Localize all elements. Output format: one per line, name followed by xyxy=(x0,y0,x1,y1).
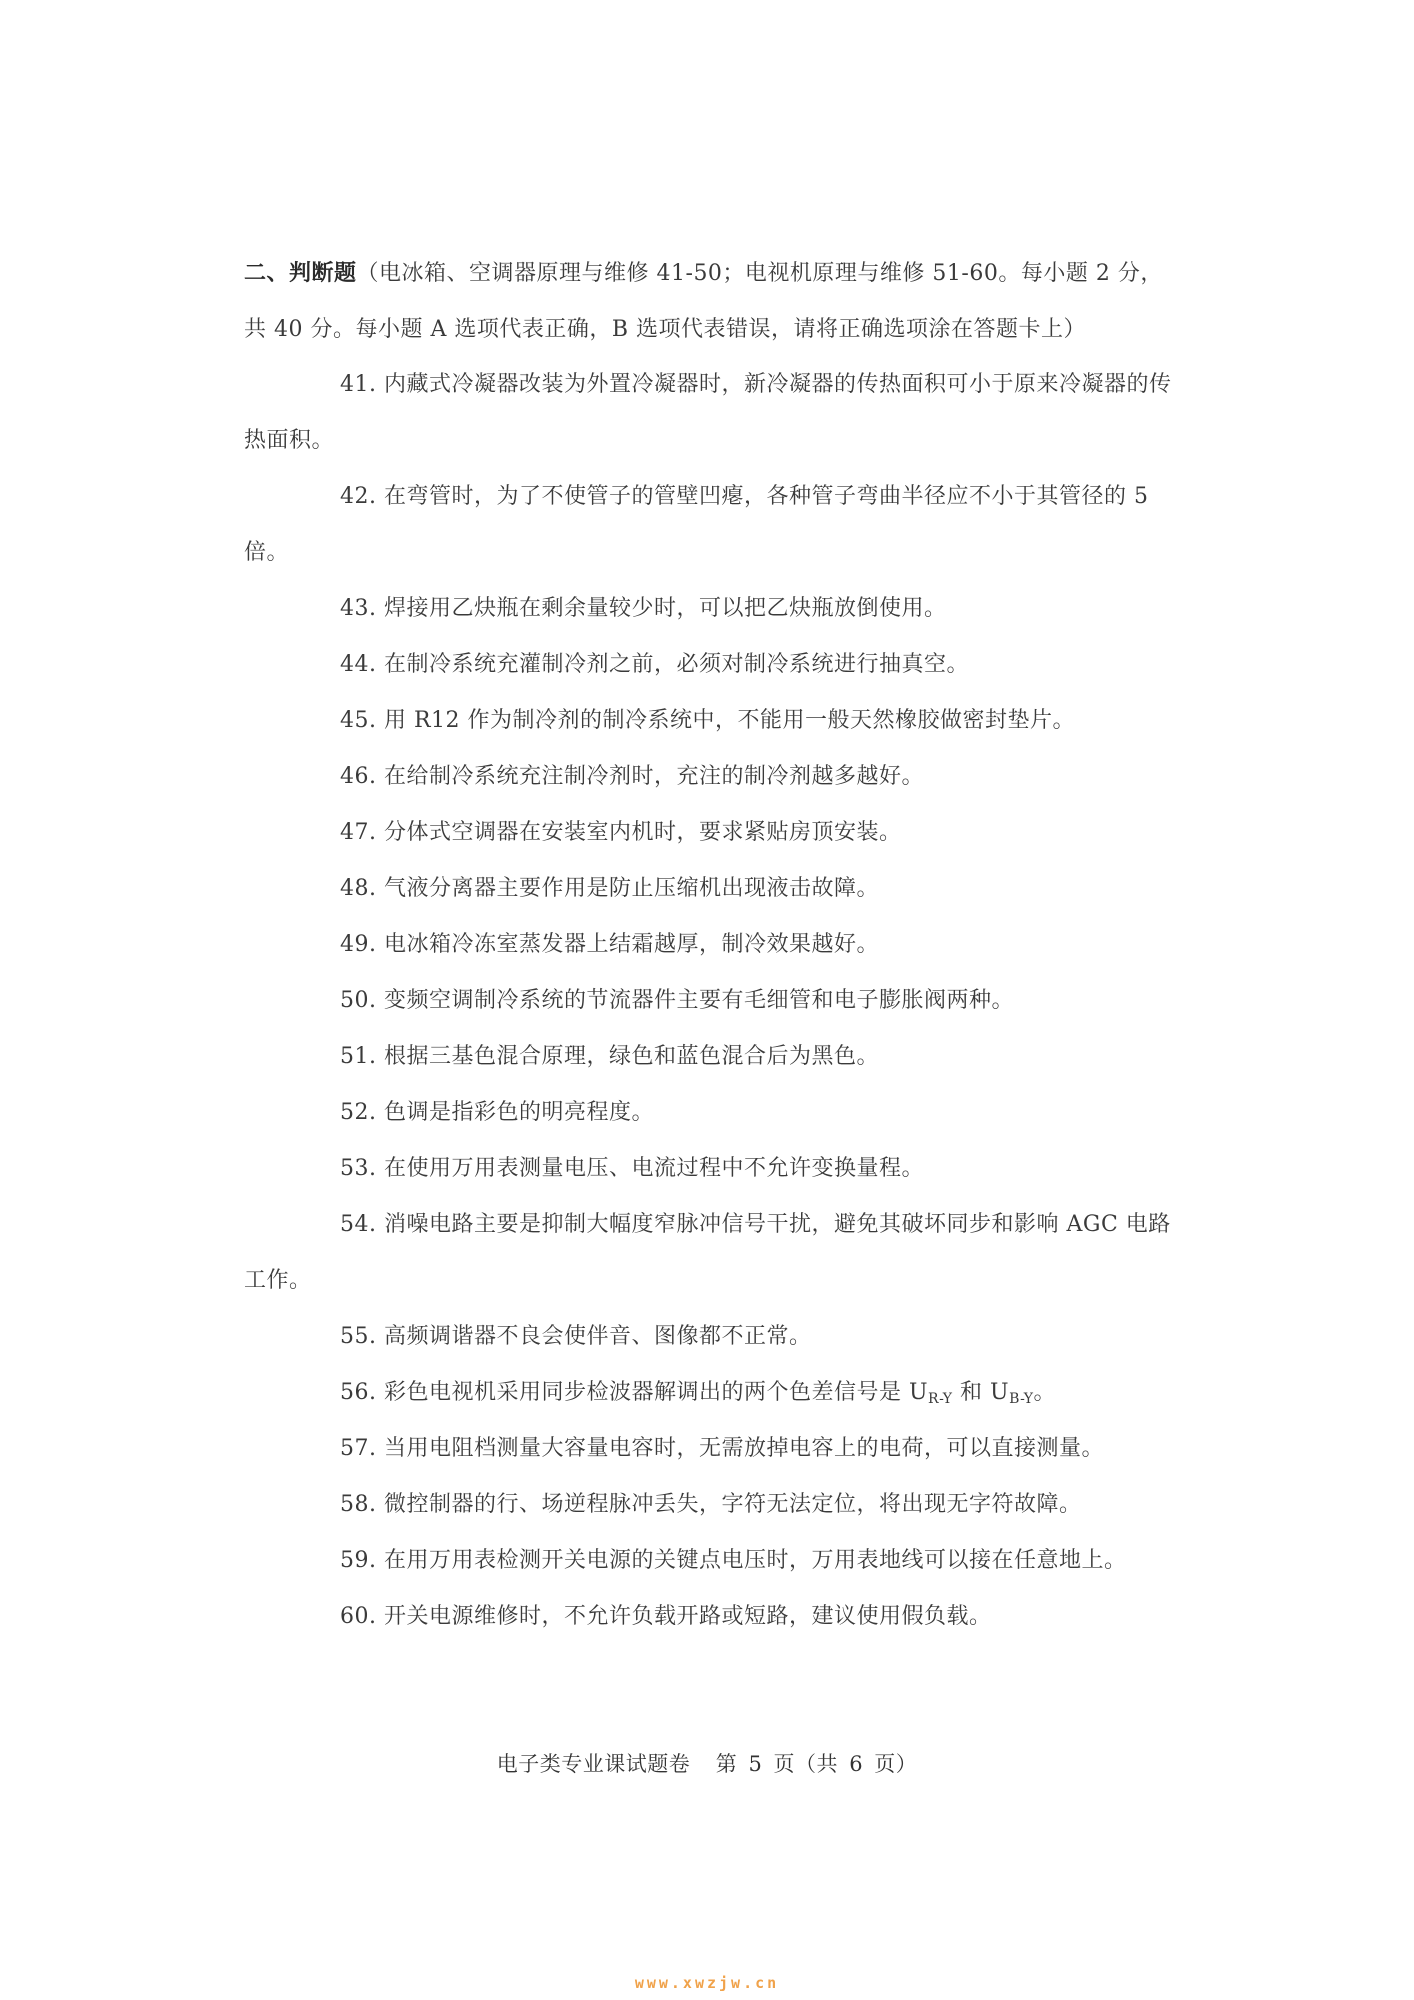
question-text-before: 彩色电视机采用同步检波器解调出的两个色差信号是 U xyxy=(384,1380,929,1405)
section-description: （电冰箱、空调器原理与维修 41-50；电视机原理与维修 51-60。每小题 2 分，共 40 分。每小题 A 选项代表正确，B 选项代表错误，请将正确选项涂在答题卡上） xyxy=(244,261,1163,342)
question-50 xyxy=(244,973,1179,1029)
question-text-after: 。 xyxy=(1033,1380,1057,1405)
question-text: 开关电源维修时，不允许负载开路或短路，建议使用假负载。 xyxy=(384,1604,992,1629)
question-48 xyxy=(244,861,1179,917)
question-number: 41. xyxy=(340,372,377,397)
question-44 xyxy=(244,637,1179,693)
section-header xyxy=(244,245,1179,358)
question-text: 用 R12 作为制冷剂的制冷系统中，不能用一般天然橡胶做密封垫片。 xyxy=(384,708,1076,733)
question-number: 51. xyxy=(340,1044,377,1069)
question-text: 色调是指彩色的明亮程度。 xyxy=(384,1100,655,1125)
question-47 xyxy=(244,805,1179,861)
question-41 xyxy=(244,357,1179,469)
question-text: 微控制器的行、场逆程脉冲丢失，字符无法定位，将出现无字符故障。 xyxy=(384,1492,1082,1517)
subscript-r-y: R-Y xyxy=(928,1391,953,1407)
question-number: 54. xyxy=(340,1212,377,1237)
page-number: 5 xyxy=(748,1752,763,1776)
question-52 xyxy=(244,1085,1179,1141)
total-suffix: 页） xyxy=(874,1752,918,1776)
question-number: 50. xyxy=(340,988,377,1013)
question-text: 根据三基色混合原理，绿色和蓝色混合后为黑色。 xyxy=(384,1044,880,1069)
question-text: 在使用万用表测量电压、电流过程中不允许变换量程。 xyxy=(384,1156,925,1181)
question-text: 内藏式冷凝器改装为外置冷凝器时，新冷凝器的传热面积可小于原来冷凝器的传热面积。 xyxy=(244,372,1172,453)
question-number: 57. xyxy=(340,1436,377,1461)
question-number: 42. xyxy=(340,484,377,509)
question-43 xyxy=(244,581,1179,637)
question-list xyxy=(244,357,1179,1645)
question-number: 47. xyxy=(340,820,377,845)
question-59 xyxy=(244,1533,1179,1589)
total-pages: 6 xyxy=(849,1752,864,1776)
site-watermark: www.xwzjw.cn xyxy=(634,1974,780,1992)
question-text: 在制冷系统充灌制冷剂之前，必须对制冷系统进行抽真空。 xyxy=(384,652,970,677)
question-text: 气液分离器主要作用是防止压缩机出现液击故障。 xyxy=(384,876,880,901)
question-number: 49. xyxy=(340,932,377,957)
question-57 xyxy=(244,1421,1179,1477)
question-number: 46. xyxy=(340,764,377,789)
question-number: 58. xyxy=(340,1492,377,1517)
question-51 xyxy=(244,1029,1179,1085)
question-number: 44. xyxy=(340,652,377,677)
question-number: 52. xyxy=(340,1100,377,1125)
question-text-mid: 和 U xyxy=(952,1380,1010,1405)
exam-name: 电子类专业课试题卷 xyxy=(496,1752,691,1776)
page-suffix: 页（共 xyxy=(773,1752,839,1776)
question-54 xyxy=(244,1197,1179,1309)
question-46 xyxy=(244,749,1179,805)
question-number: 56. xyxy=(340,1380,377,1405)
question-number: 43. xyxy=(340,596,377,621)
question-60 xyxy=(244,1589,1179,1645)
question-text: 在用万用表检测开关电源的关键点电压时，万用表地线可以接在任意地上。 xyxy=(384,1548,1127,1573)
question-55 xyxy=(244,1309,1179,1365)
question-text: 在给制冷系统充注制冷剂时，充注的制冷剂越多越好。 xyxy=(384,764,925,789)
question-text: 焊接用乙炔瓶在剩余量较少时，可以把乙炔瓶放倒使用。 xyxy=(384,596,947,621)
question-49 xyxy=(244,917,1179,973)
question-number: 59. xyxy=(340,1548,377,1573)
question-text: 高频调谐器不良会使伴音、图像都不正常。 xyxy=(384,1324,812,1349)
question-number: 48. xyxy=(340,876,377,901)
subscript-b-y: B-Y xyxy=(1009,1391,1034,1407)
question-45 xyxy=(244,693,1179,749)
question-56 xyxy=(244,1365,1179,1421)
question-text: 当用电阻档测量大容量电容时，无需放掉电容上的电荷，可以直接测量。 xyxy=(384,1436,1105,1461)
question-text: 电冰箱冷冻室蒸发器上结霜越厚，制冷效果越好。 xyxy=(384,932,880,957)
question-number: 53. xyxy=(340,1156,377,1181)
question-number: 55. xyxy=(340,1324,377,1349)
question-number: 60. xyxy=(340,1604,377,1629)
question-42 xyxy=(244,469,1179,581)
question-text: 变频空调制冷系统的节流器件主要有毛细管和电子膨胀阀两种。 xyxy=(384,988,1015,1013)
question-58 xyxy=(244,1477,1179,1533)
page-footer xyxy=(0,1748,1414,1778)
question-text: 消噪电路主要是抑制大幅度窄脉冲信号干扰，避免其破坏同步和影响 AGC 电路工作。 xyxy=(244,1212,1171,1293)
section-title: 二、判断题 xyxy=(244,260,357,286)
question-number: 45. xyxy=(340,708,377,733)
page-prefix: 第 xyxy=(715,1752,738,1776)
question-53 xyxy=(244,1141,1179,1197)
question-text: 在弯管时，为了不使管子的管壁凹瘪，各种管子弯曲半径应不小于其管径的 5 倍。 xyxy=(244,484,1149,565)
question-text: 分体式空调器在安装室内机时，要求紧贴房顶安装。 xyxy=(384,820,902,845)
